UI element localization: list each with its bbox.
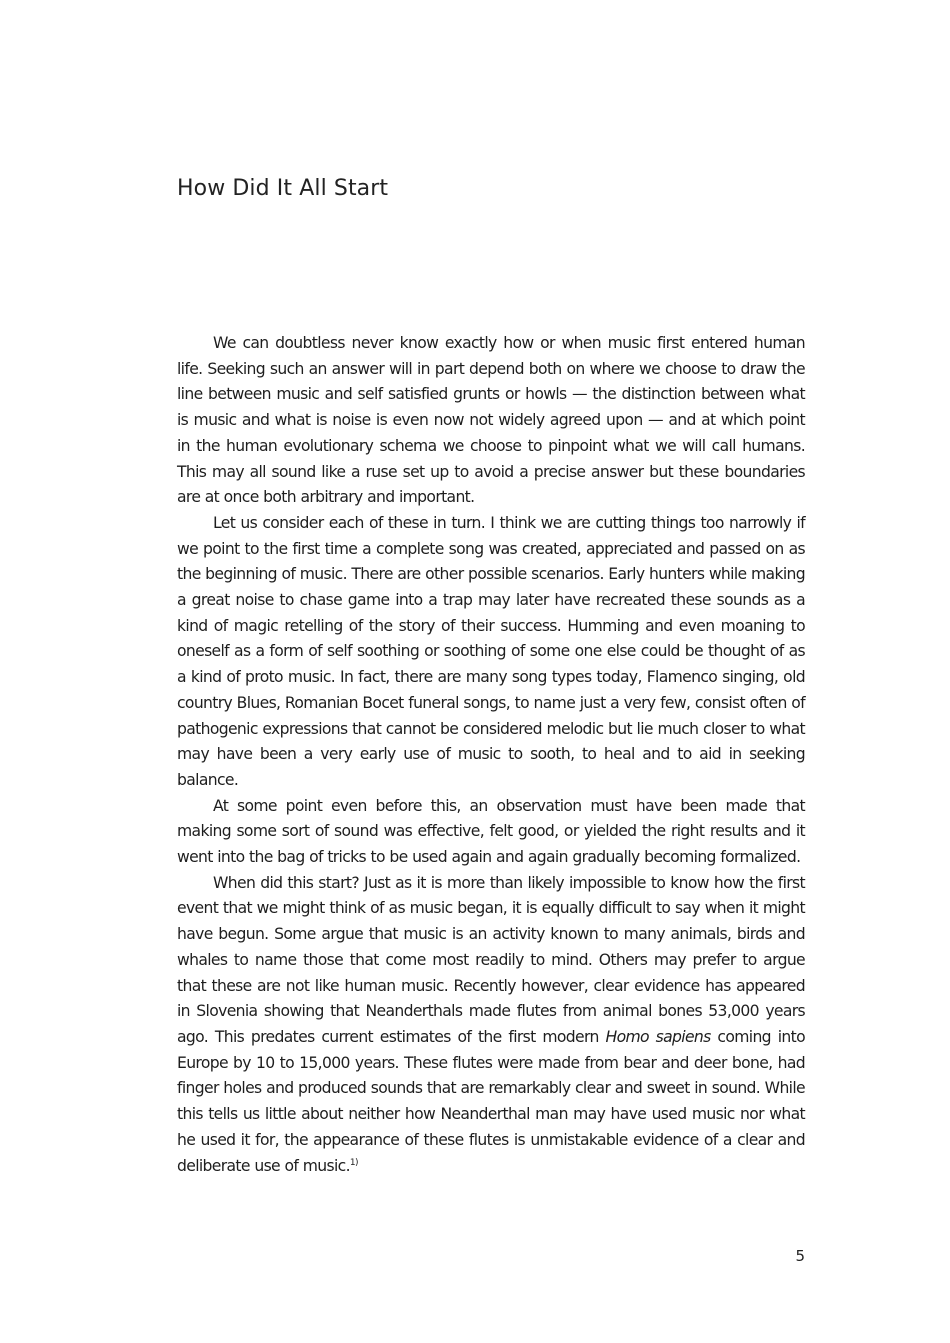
paragraph-4 bbox=[177, 871, 805, 1179]
paragraph-4-text-start: When did this start? Just as it is more than likely impossible to know how the first event that we might think of as music began, it is equally difficult to say when it might have begun. Some argue that music is an activity known to many animals, birds and whales to name those that come most readily to mind. Others may prefer to argue that these are not like human music. Recently however, clear evidence has appeared in Slovenia showing that Neanderthals made flutes from animal bones 53,000 years ago. This predates current estimates of the first modern bbox=[177, 873, 805, 1046]
footnote-reference: 1) bbox=[349, 1157, 358, 1168]
paragraph-2: Let us consider each of these in turn. I think we are cutting things too narrowly if we point to the first time a complete song was created, appreciated and passed on as the beginning of music. There are other possible scenarios. Early hunters while making a great noise to chase game into a trap may later have recreated these sounds as a kind of magic retelling of the story of their success. Humming and even moaning to oneself as a form of self soothing or soothing of some one else could be thought of as a kind of proto music. In fact, there are many song types today, Flamenco singing, old country Blues, Romanian Bocet funeral songs, to name just a very few, consist often of pathogenic expressions that cannot be considered melodic but lie much closer to what may have been a very early use of music to sooth, to heal and to aid in seeking balance. bbox=[177, 513, 805, 789]
paragraph-3: At some point even before this, an observation must have been made that making some sort of sound was effective, felt good, or yielded the right results and it went into the bag of tricks to be used again and again gradually becoming formalized. bbox=[177, 796, 805, 867]
species-name-italic: Homo sapiens bbox=[605, 1027, 711, 1046]
paragraph-4-text-end: coming into Europe by 10 to 15,000 years. These flutes were made from bear and deer bone, had finger holes and produced sounds that are remarkably clear and sweet in sound. While this tells us little about neither how Neanderthal man may have used music nor what he used it for, the appearance of these flutes is unmistakable evidence of a clear and deliberate use of music. bbox=[177, 1027, 805, 1175]
body-text bbox=[177, 331, 805, 1179]
page-number: 5 bbox=[795, 1247, 805, 1265]
chapter-title: How Did It All Start bbox=[177, 176, 389, 201]
paragraph-1: We can doubtless never know exactly how or when music first entered human life. Seeking such an answer will in part depend both on where we choose to draw the line between music and self satisfied grunts or howls — the distinction between what is music and what is noise is even now not widely agreed upon — and at which point in the human evolutionary schema we choose to pinpoint what we will call humans. This may all sound like a ruse set up to avoid a precise answer but these boundaries are at once both arbitrary and important. bbox=[177, 334, 805, 507]
